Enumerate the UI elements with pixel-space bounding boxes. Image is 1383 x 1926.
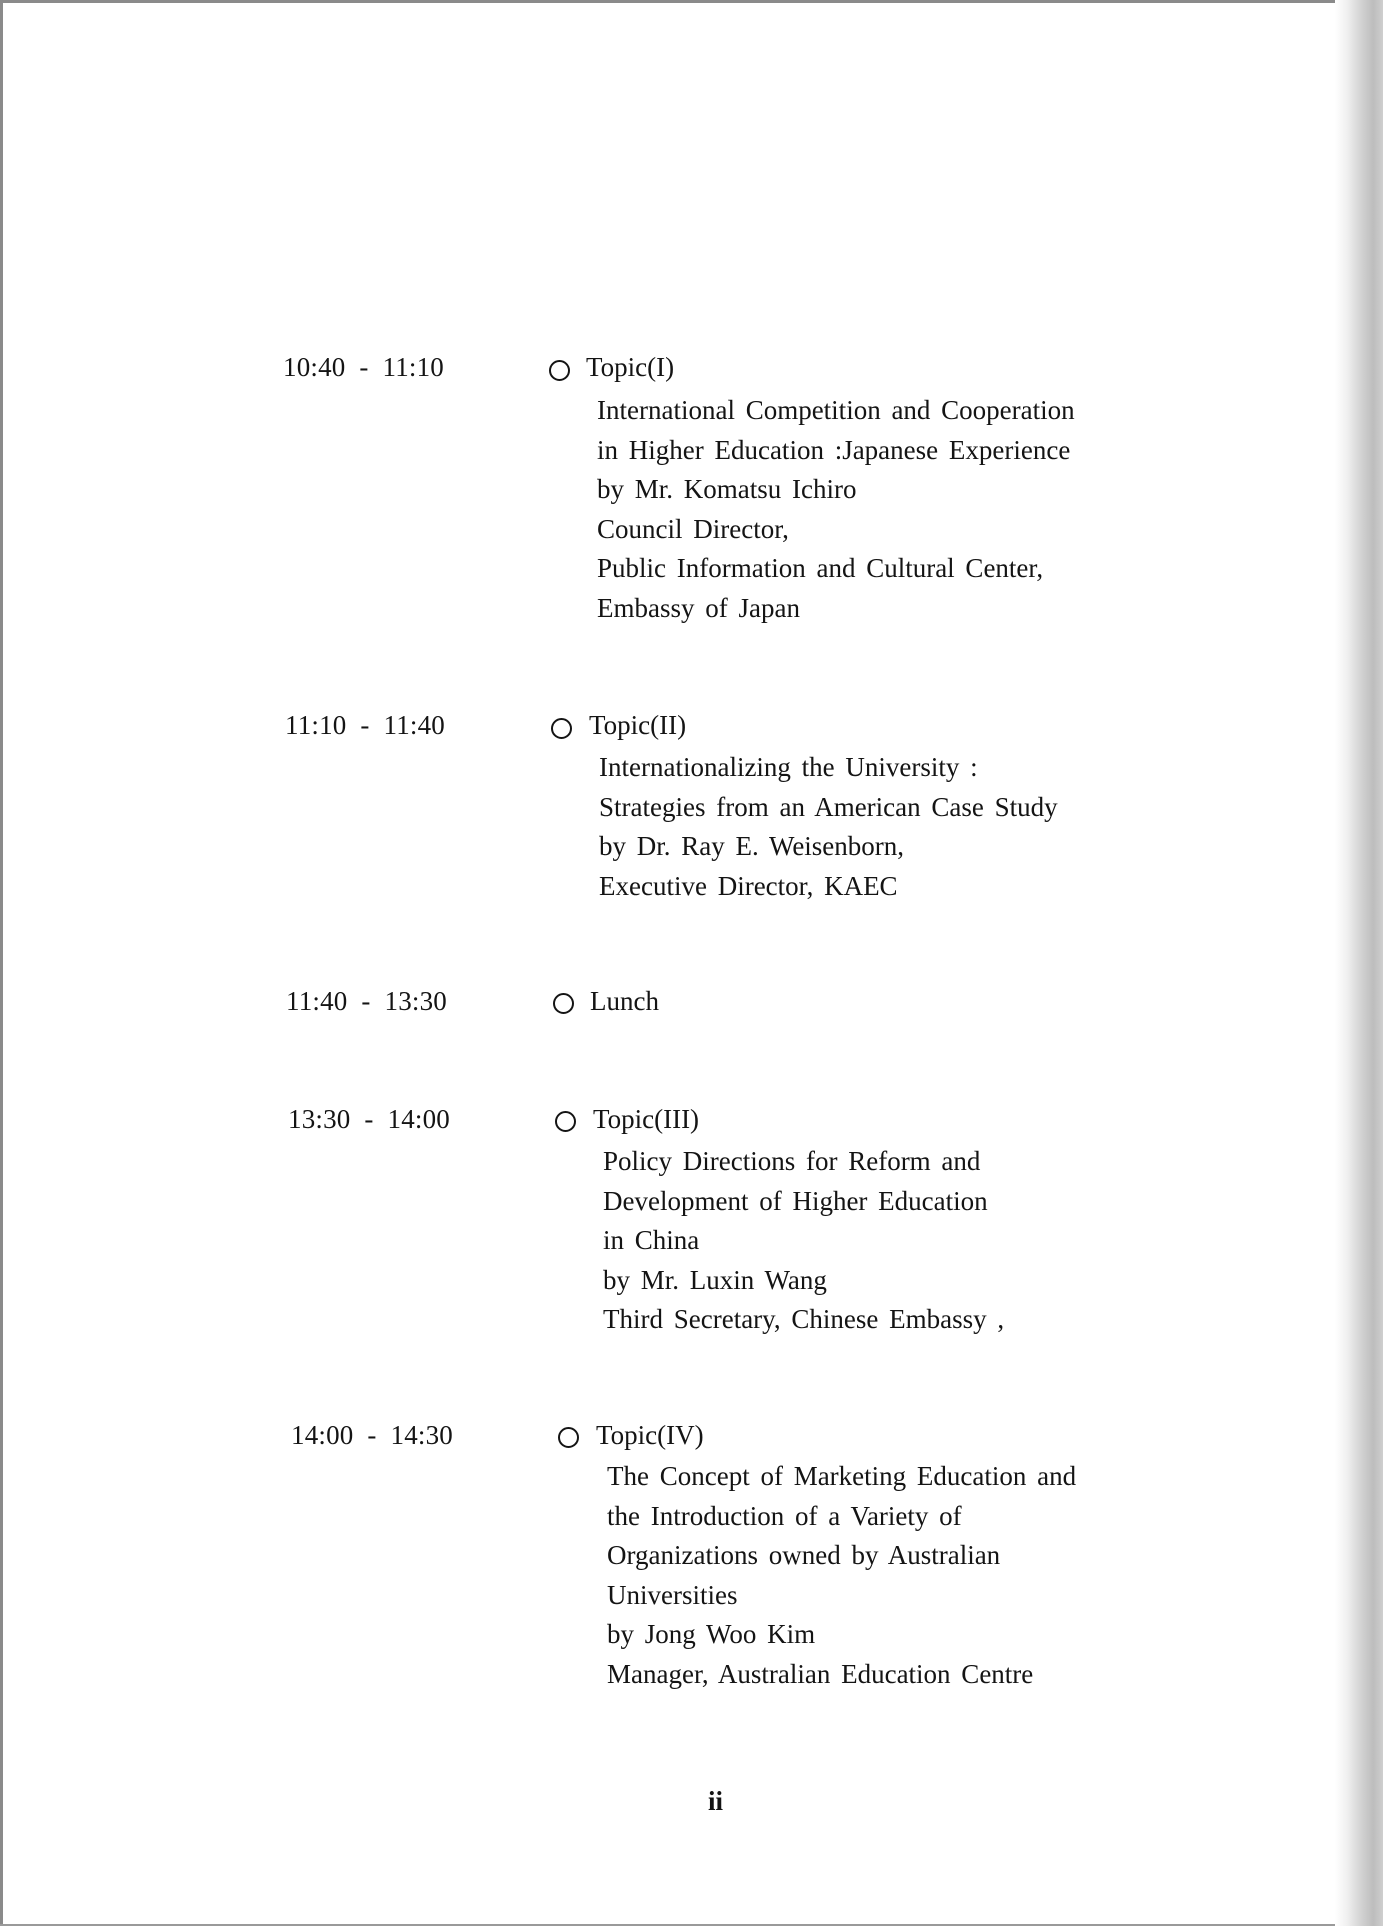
time-slot: 10:40 - 11:10 <box>283 352 444 382</box>
detail-line: in Higher Education :Japanese Experience <box>597 434 1071 465</box>
circle-bullet-icon <box>558 1427 579 1448</box>
detail-line: in China <box>603 1225 700 1255</box>
session-title: Topic(II) <box>589 710 687 740</box>
page-border-left <box>0 0 3 1926</box>
session-details <box>597 391 1075 628</box>
detail-line: Organizations owned by Australian <box>607 1540 1001 1570</box>
session-title: Topic(IV) <box>596 1420 704 1450</box>
page-border-top <box>0 0 1383 3</box>
time-slot: 11:10 - 11:40 <box>285 710 445 740</box>
session-details <box>603 1142 1004 1340</box>
circle-bullet-icon <box>549 360 570 381</box>
session-details <box>599 748 1058 906</box>
time-slot: 11:40 - 13:30 <box>286 986 447 1016</box>
detail-line: Embassy of Japan <box>597 592 800 623</box>
detail-line: by Jong Woo Kim <box>607 1619 816 1649</box>
time-slot: 14:00 - 14:30 <box>291 1420 453 1450</box>
circle-bullet-icon <box>551 718 572 739</box>
detail-line: Internationalizing the University : <box>599 752 978 782</box>
detail-line: The Concept of Marketing Education and <box>607 1461 1077 1491</box>
time-slot: 13:30 - 14:00 <box>288 1104 450 1134</box>
detail-line: by Mr. Komatsu Ichiro <box>597 474 857 504</box>
detail-line: International Competition and Cooperation <box>597 395 1075 425</box>
detail-line: Policy Directions for Reform and <box>603 1146 981 1176</box>
detail-line: by Mr. Luxin Wang <box>603 1264 827 1295</box>
session-title: Topic(III) <box>593 1104 700 1134</box>
session-title: Lunch <box>590 986 659 1016</box>
session-details <box>607 1457 1076 1694</box>
circle-bullet-icon <box>553 993 574 1014</box>
page-number: ii <box>708 1786 724 1816</box>
detail-line: the Introduction of a Variety of <box>607 1500 962 1531</box>
detail-line: Universities <box>607 1579 738 1610</box>
page-edge-shadow <box>1335 0 1383 1926</box>
detail-line: Public Information and Cultural Center, <box>597 553 1044 583</box>
detail-line: Executive Director, KAEC <box>599 870 898 901</box>
detail-line: Manager, Australian Education Centre <box>607 1658 1034 1689</box>
detail-line: Development of Higher Education <box>603 1185 988 1216</box>
detail-line: Third Secretary, Chinese Embassy , <box>603 1304 1005 1334</box>
detail-line: Council Director, <box>597 513 789 544</box>
session-title: Topic(I) <box>586 352 675 382</box>
circle-bullet-icon <box>555 1111 576 1132</box>
detail-line: by Dr. Ray E. Weisenborn, <box>599 831 905 861</box>
detail-line: Strategies from an American Case Study <box>599 791 1058 822</box>
